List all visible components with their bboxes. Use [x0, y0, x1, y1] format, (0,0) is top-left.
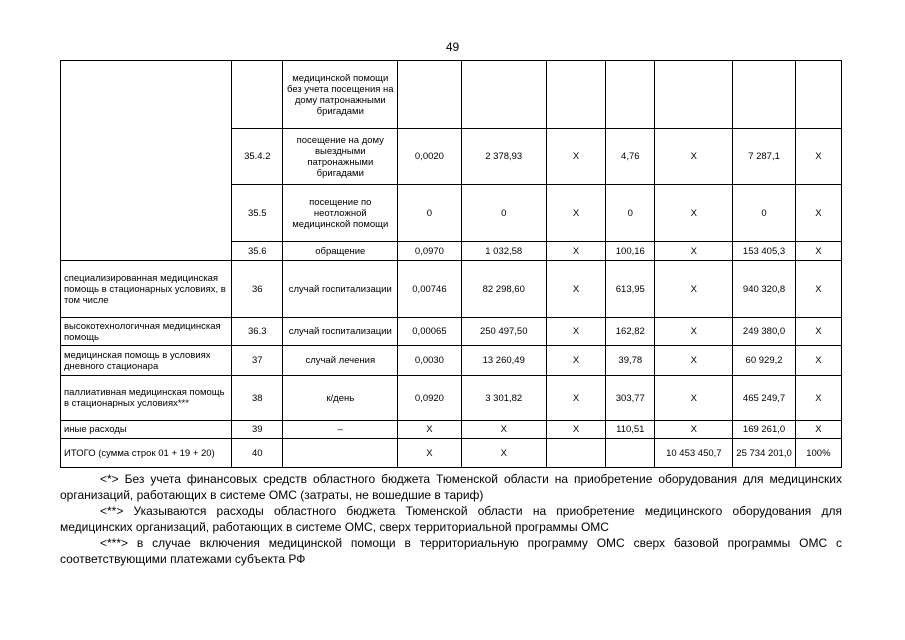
value-cell [606, 439, 655, 468]
value-cell: X [546, 421, 605, 439]
unit-cell: к/день [283, 376, 398, 421]
row-code-cell: 38 [232, 376, 283, 421]
value-cell: X [795, 242, 841, 261]
row-name-cell: ИТОГО (сумма строк 01 + 19 + 20) [61, 439, 232, 468]
value-cell: 100,16 [606, 242, 655, 261]
value-cell: X [795, 261, 841, 318]
row-code-cell: 36 [232, 261, 283, 318]
value-cell: 0,00065 [398, 318, 462, 346]
footnotes [60, 471, 842, 567]
row-code-cell: 37 [232, 346, 283, 376]
value-cell: 250 497,50 [461, 318, 546, 346]
value-cell: 613,95 [606, 261, 655, 318]
value-cell: 0,00746 [398, 261, 462, 318]
unit-cell: обращение [283, 242, 398, 261]
footnote: <**> Указываются расходы областного бюджета Тюменской области на приобретение медицинского оборудования для медицинских организаций, работающих в системе ОМС, сверх территориальной программы ОМС [60, 504, 842, 534]
value-cell: X [655, 129, 733, 185]
value-cell: X [546, 185, 605, 242]
value-cell: 0 [461, 185, 546, 242]
value-cell: 465 249,7 [733, 376, 796, 421]
value-cell: X [795, 346, 841, 376]
value-cell: X [795, 129, 841, 185]
row-code-cell: 35.6 [232, 242, 283, 261]
table-row [61, 346, 842, 376]
value-cell: 0,0030 [398, 346, 462, 376]
value-cell: X [655, 261, 733, 318]
value-cell: X [655, 376, 733, 421]
unit-cell: медицинской помощи без учета посещения на дому патронажными бригадами [283, 61, 398, 129]
value-cell: 7 287,1 [733, 129, 796, 185]
value-cell: X [546, 261, 605, 318]
value-cell: 0,0970 [398, 242, 462, 261]
value-cell: 1 032,58 [461, 242, 546, 261]
row-name-cell: высокотехнологичная медицинская помощь [61, 318, 232, 346]
value-cell: 60 929,2 [733, 346, 796, 376]
value-cell: 2 378,93 [461, 129, 546, 185]
value-cell: 39,78 [606, 346, 655, 376]
value-cell: X [655, 242, 733, 261]
value-cell: 0 [398, 185, 462, 242]
footnote: <***> в случае включения медицинской помощи в территориальную программу ОМС сверх базовой программы ОМС с соответствующими платежами субъекта РФ [60, 536, 842, 566]
value-cell: 162,82 [606, 318, 655, 346]
value-cell [546, 61, 605, 129]
value-cell [733, 61, 796, 129]
value-cell: X [795, 318, 841, 346]
value-cell [461, 61, 546, 129]
table-row [61, 376, 842, 421]
row-code-cell: 35.4.2 [232, 129, 283, 185]
value-cell: 3 301,82 [461, 376, 546, 421]
value-cell: X [461, 439, 546, 468]
value-cell: X [795, 185, 841, 242]
unit-cell: посещение на дому выездными патронажными бригадами [283, 129, 398, 185]
value-cell [398, 61, 462, 129]
value-cell: 0,0020 [398, 129, 462, 185]
row-name-cell: паллиативная медицинская помощь в стационарных условиях*** [61, 376, 232, 421]
unit-cell: случай госпитализации [283, 261, 398, 318]
value-cell: X [461, 421, 546, 439]
value-cell: 169 261,0 [733, 421, 796, 439]
value-cell: 249 380,0 [733, 318, 796, 346]
value-cell: X [655, 185, 733, 242]
value-cell [655, 61, 733, 129]
footnote: <*> Без учета финансовых средств областного бюджета Тюменской области на приобретение оборудования для медицинских организаций, работающих в системе ОМС (затраты, не вошедшие в тариф) [60, 472, 842, 502]
unit-cell: случай лечения [283, 346, 398, 376]
row-name-cell [61, 61, 232, 261]
value-cell: X [546, 242, 605, 261]
value-cell: X [655, 421, 733, 439]
value-cell [795, 61, 841, 129]
row-code-cell [232, 61, 283, 129]
value-cell: X [655, 346, 733, 376]
row-code-cell: 36.3 [232, 318, 283, 346]
value-cell: 153 405,3 [733, 242, 796, 261]
value-cell: 110,51 [606, 421, 655, 439]
unit-cell [283, 439, 398, 468]
value-cell: 25 734 201,0 [733, 439, 796, 468]
value-cell: X [546, 318, 605, 346]
value-cell: 0,0920 [398, 376, 462, 421]
value-cell: 10 453 450,7 [655, 439, 733, 468]
value-cell: 82 298,60 [461, 261, 546, 318]
value-cell: X [795, 421, 841, 439]
unit-cell: случай госпитализации [283, 318, 398, 346]
value-cell [606, 61, 655, 129]
value-cell: X [795, 376, 841, 421]
value-cell: 100% [795, 439, 841, 468]
table-row [61, 61, 842, 129]
table-row [61, 318, 842, 346]
value-cell: 303,77 [606, 376, 655, 421]
table-row [61, 261, 842, 318]
value-cell: X [398, 439, 462, 468]
value-cell: X [546, 346, 605, 376]
row-name-cell: специализированная медицинская помощь в стационарных условиях, в том числе [61, 261, 232, 318]
value-cell: 940 320,8 [733, 261, 796, 318]
row-code-cell: 35.5 [232, 185, 283, 242]
table-row [61, 421, 842, 439]
row-name-cell: иные расходы [61, 421, 232, 439]
value-cell: X [655, 318, 733, 346]
value-cell: X [546, 129, 605, 185]
value-cell: 4,76 [606, 129, 655, 185]
page-number: 49 [445, 40, 460, 54]
row-name-cell: медицинская помощь в условиях дневного стационара [61, 346, 232, 376]
value-cell: 13 260,49 [461, 346, 546, 376]
row-code-cell: 39 [232, 421, 283, 439]
row-code-cell: 40 [232, 439, 283, 468]
unit-cell: посещение по неотложной медицинской помощи [283, 185, 398, 242]
financing-table [60, 60, 842, 468]
value-cell: X [546, 376, 605, 421]
unit-cell: – [283, 421, 398, 439]
value-cell: X [398, 421, 462, 439]
value-cell: 0 [733, 185, 796, 242]
value-cell [546, 439, 605, 468]
value-cell: 0 [606, 185, 655, 242]
table-row-total [61, 439, 842, 468]
